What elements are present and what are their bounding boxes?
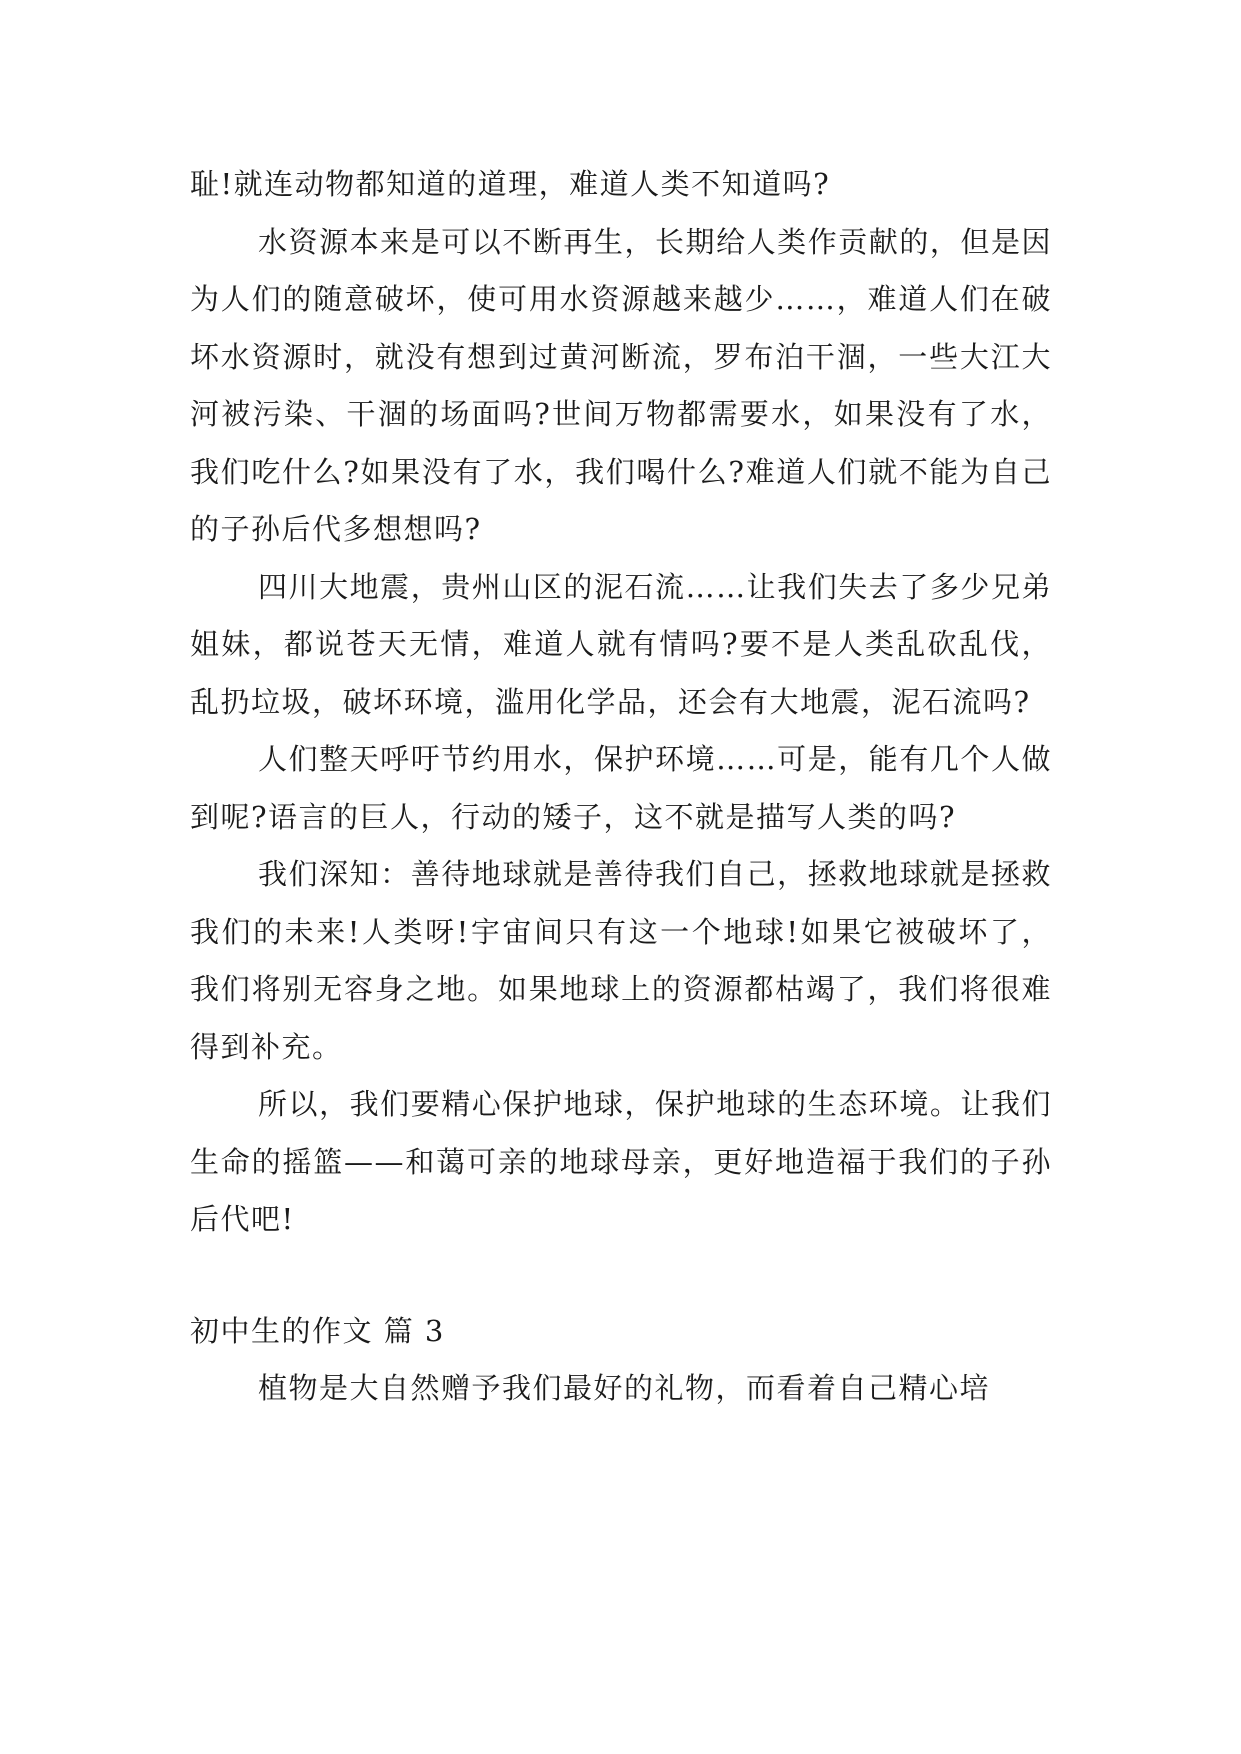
- paragraph-conclusion: 所以，我们要精心保护地球，保护地球的生态环境。让我们生命的摇篮——和蔼可亲的地球母亲，更好地造福于我们的子孙后代吧!: [190, 1087, 1052, 1236]
- paragraph-water-resources: 水资源本来是可以不断再生，长期给人类作贡献的，但是因为人们的随意破坏，使可用水资源越来越少……，难道人们在破坏水资源时，就没有想到过黄河断流，罗布泊干涸，一些大江大河被污染、干涸的场面吗?世间万物都需要水，如果没有了水，我们吃什么?如果没有了水，我们喝什么?难道人们就不能为自己的子孙后代多想想吗?: [190, 224, 1052, 546]
- paragraph-plants: 植物是大自然赠予我们最好的礼物，而看着自己精心培: [258, 1371, 991, 1405]
- paragraph-save-water: 人们整天呼吁节约用水，保护环境……可是，能有几个人做到呢?语言的巨人，行动的矮子，这不就是描写人类的吗?: [190, 742, 1052, 834]
- paragraph-continued: 耻!就连动物都知道的道理，难道人类不知道吗?: [190, 167, 831, 201]
- section-heading: 初中生的作文 篇 3: [190, 1313, 445, 1348]
- paragraph-protect-earth: 我们深知：善待地球就是善待我们自己，拯救地球就是拯救我们的未来!人类呀!宇宙间只有这一个地球!如果它被破坏了，我们将别无容身之地。如果地球上的资源都枯竭了，我们将很难得到补充。: [190, 857, 1052, 1064]
- document-body: [190, 156, 1052, 1418]
- paragraph-earthquake: 四川大地震，贵州山区的泥石流……让我们失去了多少兄弟姐妹，都说苍天无情，难道人就有情吗?要不是人类乱砍乱伐，乱扔垃圾，破坏环境，滥用化学品，还会有大地震，泥石流吗?: [190, 569, 1052, 719]
